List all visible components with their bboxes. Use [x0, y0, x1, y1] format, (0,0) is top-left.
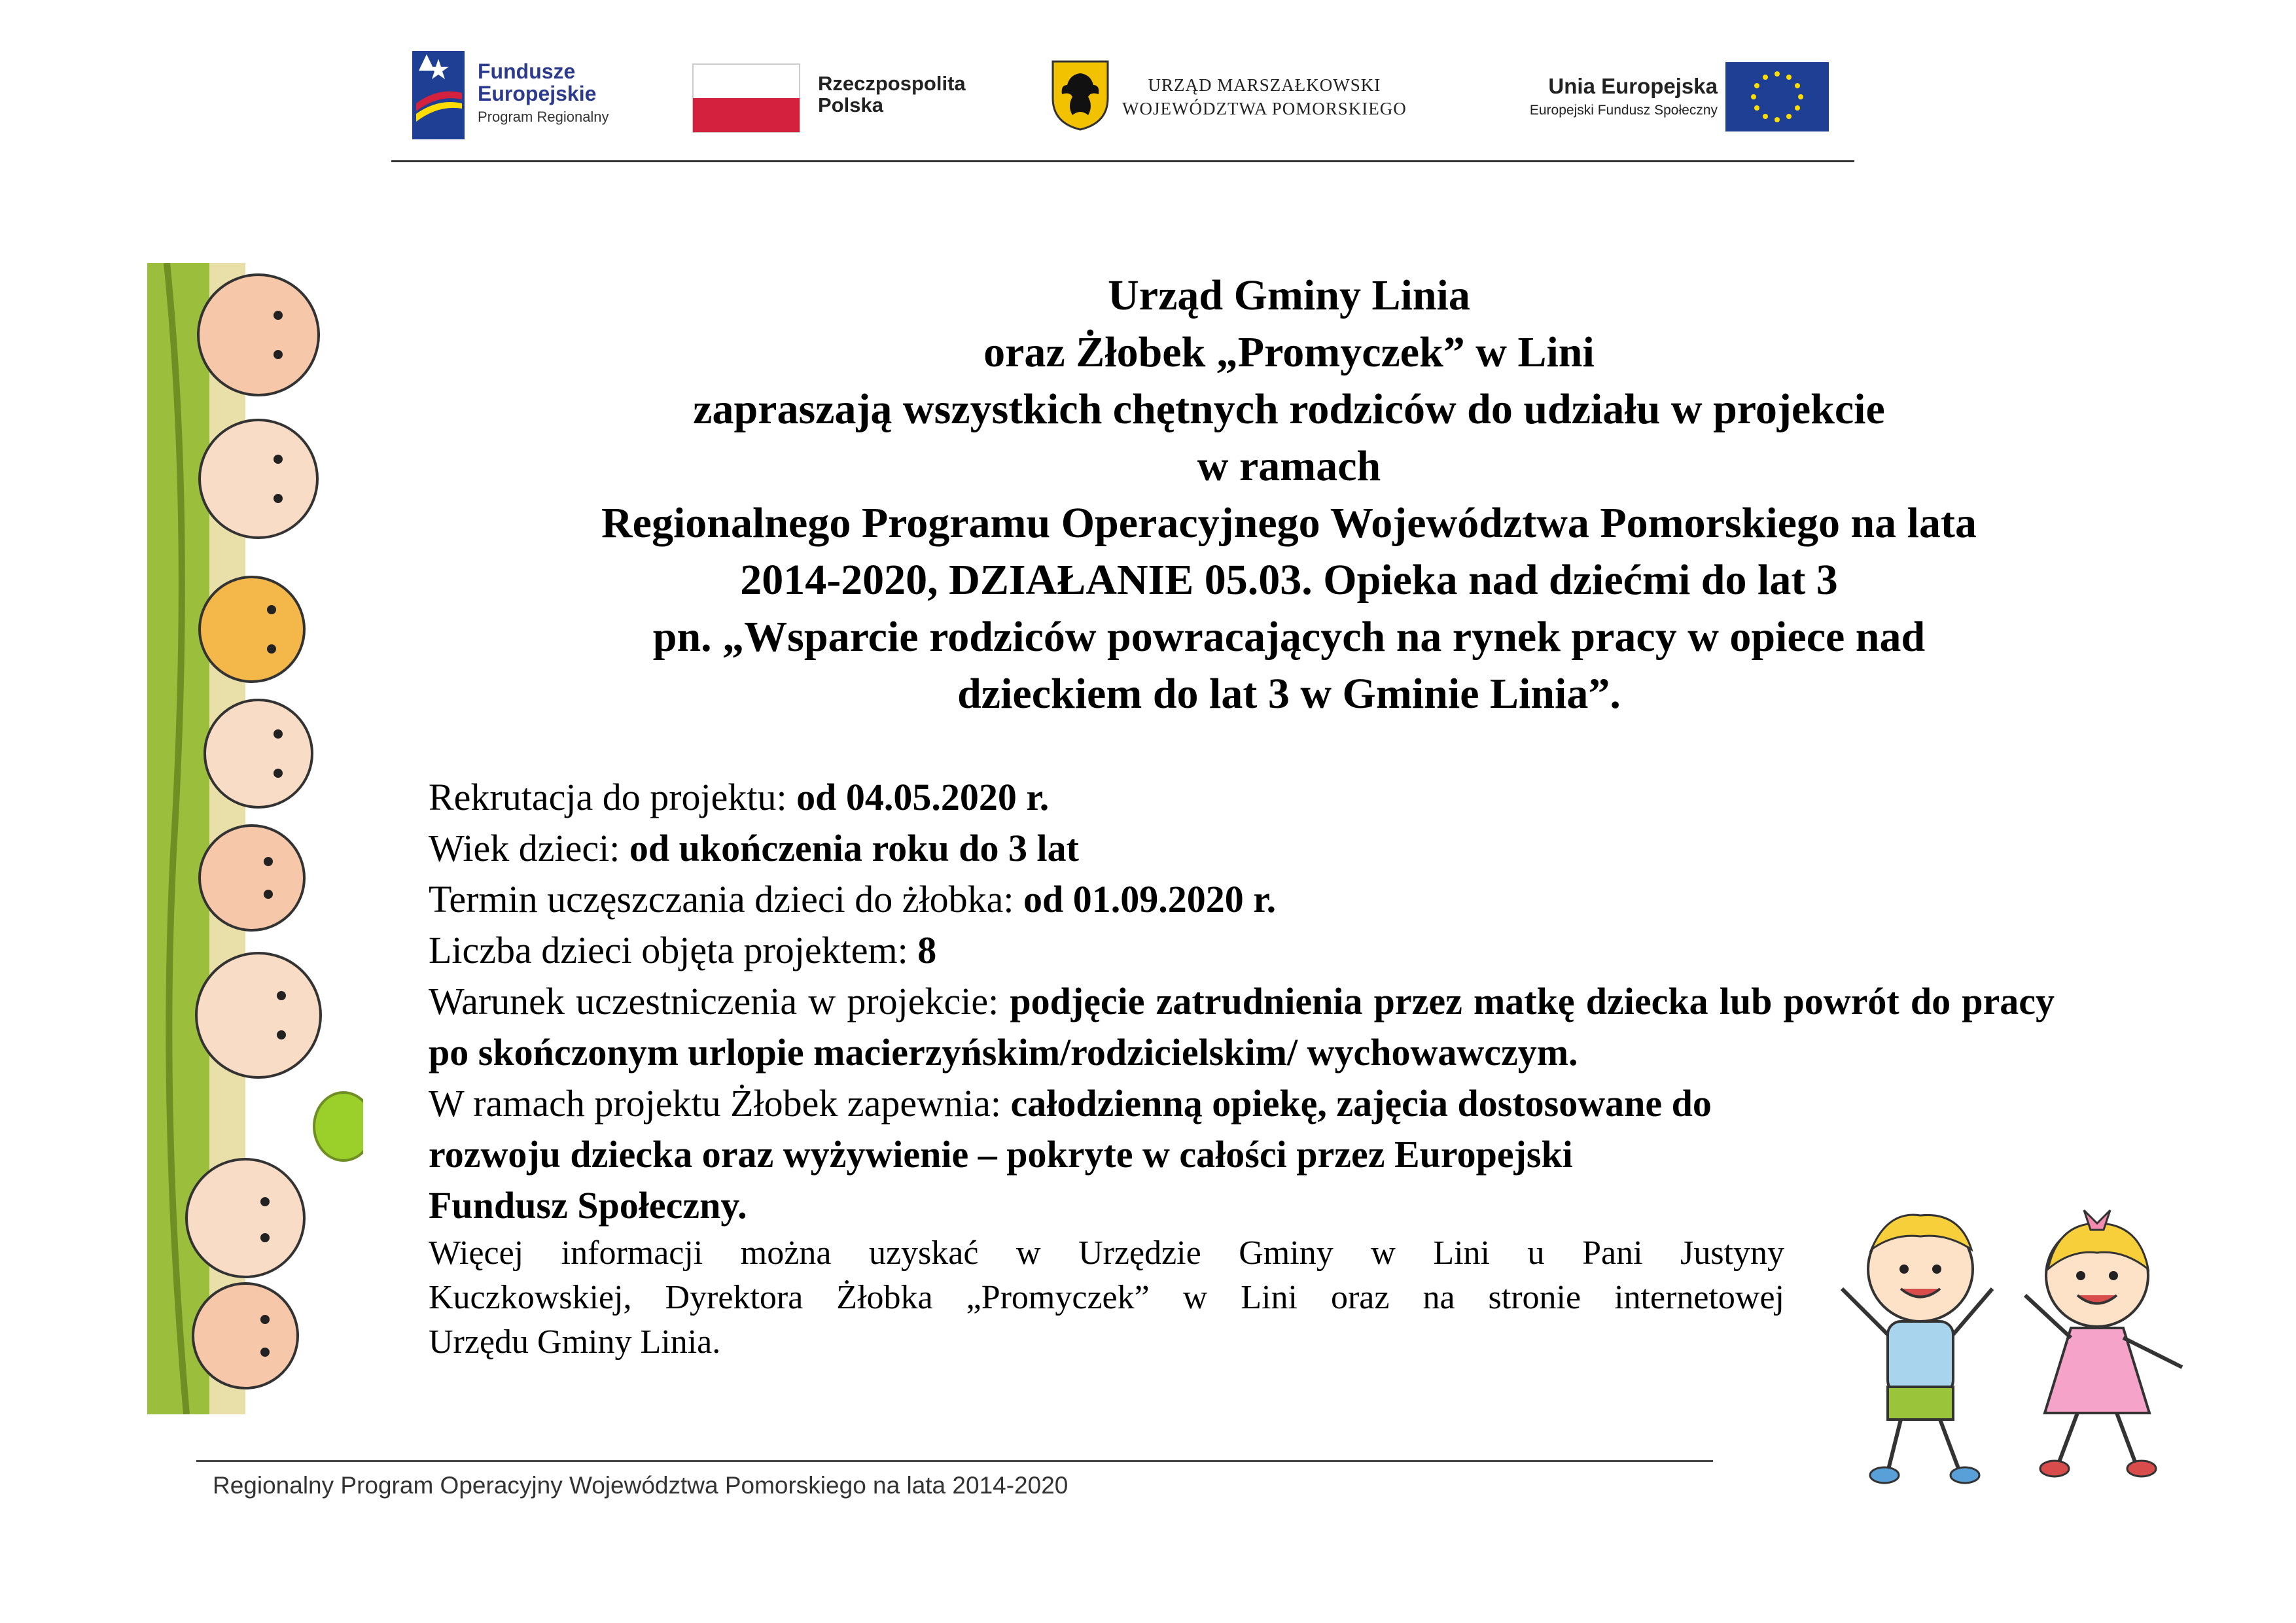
ue-text: [1489, 74, 1718, 118]
logo-rzeczpospolita: [692, 63, 966, 136]
ue-line2: Europejski Fundusz Społeczny: [1529, 103, 1718, 118]
title-line-7: pn. „Wsparcie rodziców powracających na rynek pracy w opiece nad: [652, 613, 1926, 661]
fe-text: [478, 60, 609, 126]
attendance-value: od 01.09.2020 r.: [1023, 878, 1277, 920]
title-line-2: oraz Żłobek „Promyczek” w Lini: [983, 328, 1595, 376]
condition-value-1: podjęcie zatrudnienia przez matkę dziecka lub: [1010, 980, 1773, 1022]
provides-value-1: całodzienną opiekę, zajęcia dostosowane do: [1010, 1082, 1712, 1125]
count-value: 8: [917, 929, 937, 971]
rp-line2: Polska: [818, 94, 883, 116]
header-divider: [391, 160, 1854, 162]
footer-program-name: Regionalny Program Operacyjny Województwa Pomorskiego na lata 2014-2020: [213, 1472, 1069, 1499]
title-line-5: Regionalnego Programu Operacyjnego Województwa Pomorskiego na lata: [601, 499, 1977, 547]
title-line-1: Urząd Gminy Linia: [1108, 271, 1470, 319]
more-info-line-1: Więcej informacji można uzyskać w Urzędzie Gminy w Lini u Pani Justyny: [429, 1234, 1784, 1272]
provides-line-1: [429, 1078, 2055, 1129]
attendance-label: Termin uczęszczania dzieci do żłobka:: [429, 878, 1023, 920]
fe-line1: Fundusze: [478, 60, 576, 83]
more-info-line-3: Urzędu Gminy Linia.: [429, 1323, 721, 1361]
age-value: od ukończenia roku do 3 lat: [629, 827, 1079, 869]
count-label: Liczba dzieci objęta projektem:: [429, 929, 918, 971]
rp-text: [818, 73, 966, 116]
provides-label: W ramach projektu Żłobek zapewnia:: [429, 1082, 1011, 1125]
more-info-line-2: Kuczkowskiej, Dyrektora Żłobka „Promyczek” w Lini oraz na stronie internetowej: [429, 1279, 1784, 1316]
logo-urzad-marszalkowski: [1050, 59, 1407, 134]
condition-value-2: powrót do pracy po skończonym urlopie macierzyńskim/rodzicielskim/: [429, 980, 2055, 1073]
count-row: [429, 925, 2055, 976]
fe-line3: Program Regionalny: [478, 109, 609, 125]
eu-flag-icon: [1725, 62, 1829, 131]
age-label: Wiek dzieci:: [429, 827, 629, 869]
attendance-row: [429, 874, 2055, 925]
title-line-3: zapraszają wszystkich chętnych rodziców do udziału w projekcie: [693, 385, 1885, 433]
title-line-4: w ramach: [1197, 442, 1381, 490]
announcement-title: [458, 267, 2120, 722]
pomorskie-crest-icon: [1050, 59, 1110, 131]
recruitment-value: od 04.05.2020 r.: [796, 776, 1050, 818]
fe-emblem-icon: [412, 51, 465, 139]
rp-line1: Rzeczpospolita: [818, 72, 966, 95]
condition-paragraph: [429, 976, 2055, 1078]
title-line-8: dzieckiem do lat 3 w Gminie Linia”.: [957, 670, 1621, 718]
logo-fundusze-europejskie: [412, 51, 609, 143]
polish-flag-icon: [692, 63, 800, 133]
fe-line2: Europejskie: [478, 82, 597, 105]
um-line1: URZĄD MARSZAŁKOWSKI: [1148, 75, 1381, 95]
um-line2: WOJEWÓDZTWA POMORSKIEGO: [1122, 99, 1407, 118]
condition-value-3: wychowawczym.: [1307, 1031, 1578, 1073]
provides-value-3: Fundusz Społeczny.: [429, 1184, 747, 1227]
provides-value-2: rozwoju dziecka oraz wyżywienie – pokryte w całości przez Europejski: [429, 1133, 1573, 1176]
recruitment-label: Rekrutacja do projektu:: [429, 776, 797, 818]
title-line-6: 2014-2020, DZIAŁANIE 05.03. Opieka nad dziećmi do lat 3: [740, 556, 1838, 604]
footer-divider: [196, 1460, 1713, 1462]
condition-label: Warunek uczestniczenia w projekcie:: [429, 980, 1010, 1022]
recruitment-row: [429, 772, 2055, 823]
kids-column-illustration: [147, 263, 363, 1414]
age-row: [429, 823, 2055, 874]
jumping-kids-illustration: [1796, 1197, 2228, 1498]
um-text: [1122, 73, 1407, 120]
more-info-paragraph: [429, 1231, 1784, 1365]
ue-line1: Unia Europejska: [1548, 74, 1718, 98]
